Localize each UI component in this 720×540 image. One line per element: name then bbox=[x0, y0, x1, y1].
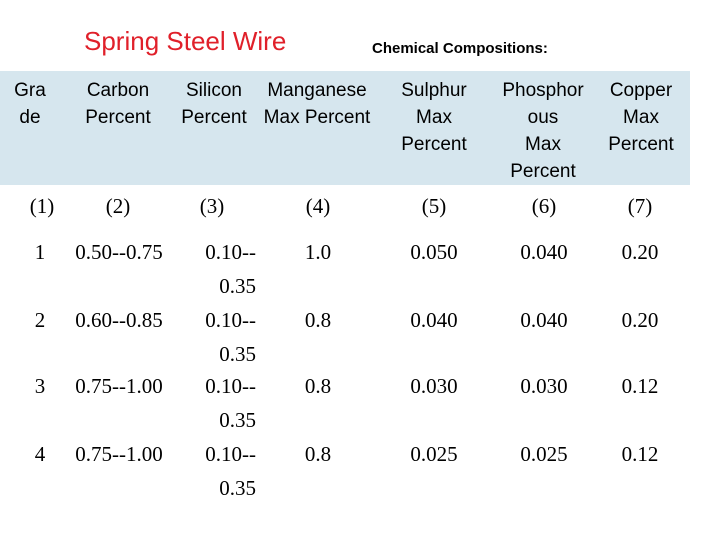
header-phosphorous: Phosphor ous Max Percent bbox=[502, 80, 584, 182]
table-row-2-sulphur: 0.040 bbox=[410, 308, 458, 332]
table-row-4-carbon: 0.75--1.00 bbox=[75, 442, 163, 466]
column-number-4: (4) bbox=[305, 194, 331, 218]
table-row-4-silicon: 0.10-- 0.35 bbox=[205, 442, 256, 500]
table-row-3-copper: 0.12 bbox=[621, 374, 659, 398]
table-row-1-phosphorous: 0.040 bbox=[520, 240, 568, 264]
table-row-4-grade: 4 bbox=[34, 442, 46, 466]
header-grade: Gra de bbox=[14, 80, 46, 128]
table-row-4-sulphur: 0.025 bbox=[410, 442, 458, 466]
table-row-4-manganese: 0.8 bbox=[304, 442, 332, 466]
table-row-1-silicon: 0.10-- 0.35 bbox=[205, 240, 256, 298]
table-row-3-grade: 3 bbox=[34, 374, 46, 398]
table-row-3-carbon: 0.75--1.00 bbox=[75, 374, 163, 398]
header-sulphur: Sulphur Max Percent bbox=[401, 80, 467, 155]
table-row-2-copper: 0.20 bbox=[621, 308, 659, 332]
table-row-1-copper: 0.20 bbox=[621, 240, 659, 264]
table-row-2-phosphorous: 0.040 bbox=[520, 308, 568, 332]
column-number-5: (5) bbox=[421, 194, 447, 218]
header-copper: Copper Max Percent bbox=[608, 80, 674, 155]
table-row-1-manganese: 1.0 bbox=[304, 240, 332, 264]
table-row-4-copper: 0.12 bbox=[621, 442, 659, 466]
table-row-3-phosphorous: 0.030 bbox=[520, 374, 568, 398]
table-row-1-sulphur: 0.050 bbox=[410, 240, 458, 264]
header-carbon: Carbon Percent bbox=[85, 80, 151, 128]
table-row-2-silicon: 0.10-- 0.35 bbox=[205, 308, 256, 366]
header-manganese: Manganese Max Percent bbox=[263, 80, 371, 128]
table-row-4-phosphorous: 0.025 bbox=[520, 442, 568, 466]
table-row-2-manganese: 0.8 bbox=[304, 308, 332, 332]
column-number-2: (2) bbox=[105, 194, 131, 218]
table-row-2-carbon: 0.60--0.85 bbox=[75, 308, 163, 332]
table-row-3-sulphur: 0.030 bbox=[410, 374, 458, 398]
table-row-2-grade: 2 bbox=[34, 308, 46, 332]
table-row-3-manganese: 0.8 bbox=[304, 374, 332, 398]
column-number-3: (3) bbox=[199, 194, 225, 218]
page-title: Spring Steel Wire bbox=[84, 26, 287, 56]
header-silicon: Silicon Percent bbox=[181, 80, 247, 128]
page-subtitle: Chemical Compositions: bbox=[372, 40, 548, 57]
table-row-1-carbon: 0.50--0.75 bbox=[75, 240, 163, 264]
column-number-7: (7) bbox=[627, 194, 653, 218]
column-number-6: (6) bbox=[531, 194, 557, 218]
column-number-1: (1) bbox=[29, 194, 55, 218]
table-row-3-silicon: 0.10-- 0.35 bbox=[205, 374, 256, 432]
table-row-1-grade: 1 bbox=[34, 240, 46, 264]
